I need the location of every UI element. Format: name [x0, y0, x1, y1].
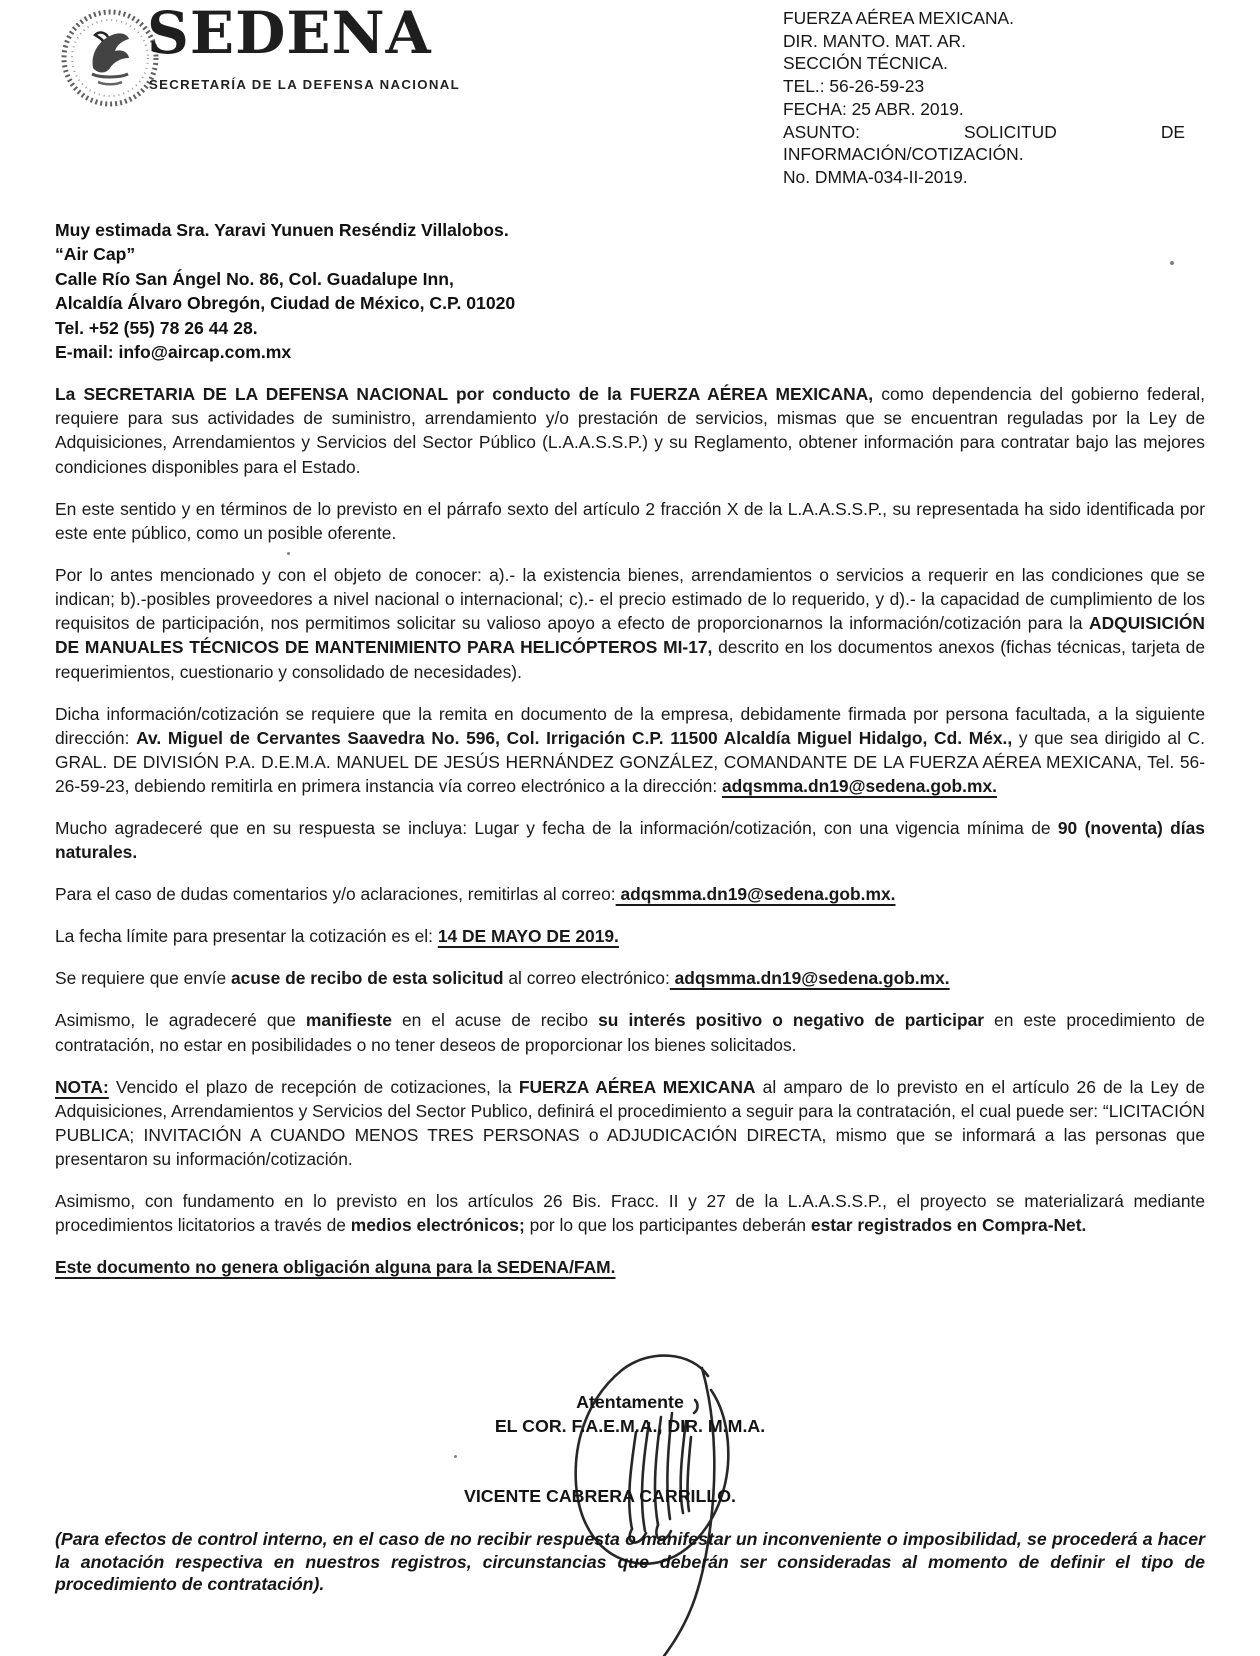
body-paragraph: En este sentido y en términos de lo previsto en el párrafo sexto del artículo 2 fracción X de la L.A.A.S.S.P., su representada ha sido identificada por este ente público, como un posible oferente. [55, 498, 1205, 543]
scan-artifact-dot [287, 552, 290, 555]
letterhead-line: TEL.: 56-26-59-23 [783, 76, 925, 97]
letterhead-line: DIR. MANTO. MAT. AR. [783, 30, 966, 51]
body-paragraph: Asimismo, con fundamento en lo previsto en los artículos 26 Bis. Fracc. II y 27 de la L.A.A.S.S.P., el proyecto se materializará mediante procedimientos licitatorios a través de medios electrónicos; por lo que los participantes deberán estar registrados en Compra-Net. [55, 1191, 1205, 1236]
letterhead-block [783, 7, 1185, 189]
closing-title-line: EL COR. F.A.E.M.A., DIR. M.M.A. [494, 1416, 766, 1436]
subject-word: DE [1160, 121, 1185, 142]
body-paragraph: Este documento no genera obligación alguna para la SEDENA/FAM. [55, 1257, 616, 1278]
reference-number: No. DMMA-034-II-2019. [783, 166, 968, 187]
scan-artifact-dot [1170, 261, 1174, 265]
closing-salutation: Atentamente [576, 1392, 684, 1412]
footnote-paragraph: (Para efectos de control interno, en el caso de no recibir respuesta o manifestar un inconveniente o imposibilidad, se procederá a hacer la anotación respectiva en nuestros registros, circunstancias que deberán ser consideradas al momento de definir el tipo de procedimiento de contratación). [55, 1529, 1205, 1595]
body-paragraph: Para el caso de dudas comentarios y/o aclaraciones, remitirlas al correo: adqsmma.dn19@sedena.gob.mx. [55, 884, 896, 905]
addressee-line: E-mail: info@aircap.com.mx [55, 342, 292, 363]
subject-word: SOLICITUD [964, 121, 1057, 142]
addressee-block [55, 218, 815, 364]
letterhead-line: FECHA: 25 ABR. 2019. [783, 98, 964, 119]
closing-block [0, 1390, 1260, 1508]
logo-subtitle: SECRETARÍA DE LA DEFENSA NACIONAL [149, 77, 460, 92]
body-paragraph: Mucho agradeceré que en su respuesta se incluya: Lugar y fecha de la información/cotización, con una vigencia mínima de 90 (noventa) días naturales. [55, 818, 1205, 863]
letterhead-subject-row [783, 121, 1185, 144]
letter-body [55, 382, 1205, 1297]
body-paragraph: Asimismo, le agradeceré que manifieste en el acuse de recibo su interés positivo o negativo de participar en este procedimiento de contratación, no estar en posibilidades o no tener deseos de proporcionar los bienes solicitados. [55, 1010, 1205, 1055]
signer-name: VICENTE CABRERA CARRILLO. [464, 1486, 736, 1506]
logo-acronym: SEDENA [147, 0, 432, 67]
body-paragraph: Se requiere que envíe acuse de recibo de esta solicitud al correo electrónico: adqsmma.dn19@sedena.gob.mx. [55, 968, 950, 989]
addressee-line: Tel. +52 (55) 78 26 44 28. [55, 317, 258, 338]
body-paragraph: Dicha información/cotización se requiere que la remita en documento de la empresa, debidamente firmada por persona facultada, a la siguiente dirección: Av. Miguel de Cervantes Saavedra No. 596, Col. Irrigación C.P. 11500 Alcaldía Miguel Hidalgo, Cd. Méx., y que sea dirigido al C. GRAL. DE DIVISIÓN P.A. D.E.M.A. MANUEL DE JESÚS HERNÁNDEZ GONZÁLEZ, COMANDANTE DE LA FUERZA AÉREA MEXICANA, Tel. 56-26-59-23, debiendo remitirla en primera instancia vía correo electrónico a la dirección: adqsmma.dn19@sedena.gob.mx. [55, 703, 1205, 797]
subject-continuation: INFORMACIÓN/COTIZACIÓN. [783, 144, 1024, 165]
addressee-line: Alcaldía Álvaro Obregón, Ciudad de México, C.P. 01020 [55, 293, 516, 314]
national-coat-of-arms-seal-icon [60, 8, 160, 108]
subject-label: ASUNTO: [783, 121, 860, 142]
body-paragraph: Por lo antes mencionado y con el objeto de conocer: a).- la existencia bienes, arrendamientos o servicios a requerir en las condiciones que se indican; b).-posibles proveedores a nivel nacional o internacional; c).- el precio estimado de lo requerido, y d).- la capacidad de cumplimiento de los requisitos de participación, nos permitimos solicitar su valioso apoyo a efecto de proporcionarnos la información/cotización para la ADQUISICIÓN DE MANUALES TÉCNICOS DE MANTENIMIENTO PARA HELICÓPTEROS MI-17, descrito en los documentos anexos (fichas técnicas, tarjeta de requerimientos, cuestionario y consolidado de necesidades). [55, 564, 1205, 682]
letterhead-line: SECCIÓN TÉCNICA. [783, 53, 948, 74]
addressee-line: Muy estimada Sra. Yaravi Yunuen Reséndiz Villalobos. [55, 220, 509, 240]
body-paragraph: La fecha límite para presentar la cotización es el: 14 DE MAYO DE 2019. [55, 926, 619, 947]
letterhead-line: FUERZA AÉREA MEXICANA. [783, 8, 1014, 28]
addressee-line: “Air Cap” [55, 244, 136, 265]
addressee-line: Calle Río San Ángel No. 86, Col. Guadalupe Inn, [55, 268, 454, 289]
body-paragraph: NOTA: Vencido el plazo de recepción de cotizaciones, la FUERZA AÉREA MEXICANA al amparo de lo previsto en el artículo 26 de la Ley de Adquisiciones, Arrendamientos y Servicios del Sector Publico, definirá el procedimiento a seguir para la contratación, el cual puede ser: “LICITACIÓN PUBLICA; INVITACIÓN A CUANDO MENOS TRES PERSONAS o ADJUDICACIÓN DIRECTA, mismo que se informará a las personas que presentaron su información/cotización. [55, 1076, 1205, 1170]
scan-artifact-dot [454, 1455, 457, 1458]
body-paragraph: La SECRETARIA DE LA DEFENSA NACIONAL por conducto de la FUERZA AÉREA MEXICANA, como dependencia del gobierno federal, requiere para sus actividades de suministro, arrendamiento y/o prestación de servicios, mismas que se encuentran reguladas por la Ley de Adquisiciones, Arrendamientos y Servicios del Sector Público (L.A.A.S.S.P.) y su Reglamento, obtener información para contratar bajo las mejores condiciones disponibles para el Estado. [55, 384, 1205, 477]
